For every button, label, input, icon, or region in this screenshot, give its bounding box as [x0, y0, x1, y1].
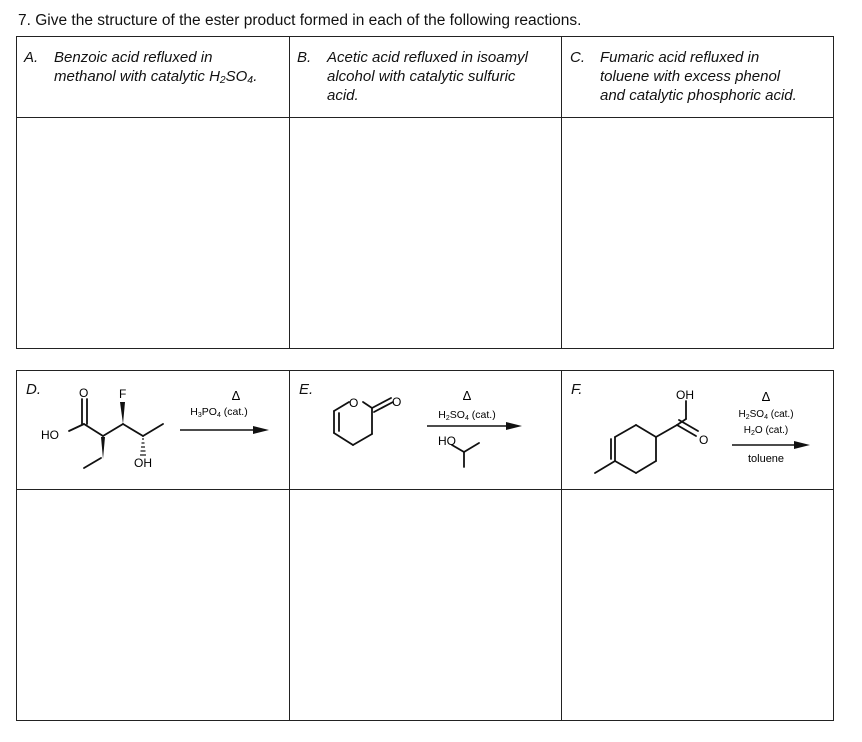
prompt-c-letter: C. — [570, 49, 585, 66]
e-isopropanol-2 — [464, 443, 479, 452]
f-reaction-arrow — [732, 441, 810, 449]
f-c-to-o — [677, 425, 696, 436]
f-ring-bond-3 — [636, 461, 656, 473]
d-atom-o-top: O — [79, 386, 89, 400]
prompt-b — [297, 48, 557, 108]
f-atom-oh: OH — [676, 388, 694, 402]
answer-area-a[interactable] — [17, 118, 288, 348]
d-atom-oh: OH — [134, 456, 152, 470]
f-ring-bond-6 — [615, 425, 636, 437]
d-heat-symbol: Δ — [231, 388, 241, 403]
prompt-a-line-2: methanol with catalytic H₂SO₄. — [54, 68, 258, 85]
d-bond-c3-c4 — [123, 424, 143, 436]
f-ring-bond-4 — [615, 461, 636, 473]
reaction-d-scheme — [17, 371, 289, 489]
d-wedge-fluorine — [120, 402, 125, 424]
answer-area-f[interactable] — [562, 490, 833, 720]
reaction-f-scheme — [562, 371, 834, 489]
e-heat-symbol: Δ — [462, 388, 472, 403]
e-alcohol-ho: HO — [438, 434, 456, 448]
d-reaction-arrow — [180, 426, 269, 434]
e-atom-o-ring: O — [349, 396, 359, 410]
prompt-a-line-1: Benzoic acid refluxed in — [54, 49, 213, 66]
prompt-a-letter: A. — [24, 49, 39, 66]
reaction-e-letter: E. — [299, 381, 314, 398]
prompt-b-line-1: Acetic acid refluxed in isoamyl — [327, 49, 528, 66]
e-ring-bond-3 — [363, 402, 372, 408]
e-reagent: H2SO4 (cat.) — [438, 409, 496, 422]
f-solvent: toluene — [747, 453, 785, 465]
answer-area-b[interactable] — [290, 118, 560, 348]
d-wedge-ethyl — [101, 437, 105, 459]
d-bond-ethyl-1 — [84, 458, 101, 468]
d-reagent: H3PO4 (cat.) — [190, 406, 248, 419]
prompt-c — [570, 48, 830, 108]
question-title: 7. Give the structure of the ester product formed in each of the following reactions. — [18, 12, 582, 29]
d-bond-c2-c3 — [103, 424, 123, 436]
e-ring-bond-2 — [334, 402, 349, 411]
answer-area-c[interactable] — [562, 118, 833, 348]
prompt-c-line-3: and catalytic phosphoric acid. — [600, 87, 797, 104]
e-reaction-arrow — [427, 422, 522, 430]
answer-area-e[interactable] — [290, 490, 560, 720]
e-carbonyl-b — [374, 402, 393, 412]
d-bond-c1-c2 — [84, 424, 103, 436]
prompt-b-letter: B. — [297, 49, 312, 66]
reaction-e-scheme — [290, 371, 561, 489]
e-atom-o-carbonyl: O — [392, 395, 402, 409]
d-bond-c4-c5 — [143, 424, 163, 436]
reaction-d-letter: D. — [26, 381, 41, 398]
f-reagent-2: $H_2O$ (cat.) — [743, 425, 789, 437]
answer-area-d[interactable] — [17, 490, 288, 720]
f-ring-to-c — [656, 425, 677, 437]
e-ring-bond-6 — [334, 433, 353, 445]
f-heat-symbol: Δ — [761, 389, 771, 404]
f-ring-bond-1 — [636, 425, 656, 437]
f-reagent-1: $H_2SO_4$ (cat.) — [738, 409, 794, 421]
reaction-f-letter: F. — [571, 381, 583, 398]
e-carbonyl-a — [372, 398, 391, 408]
prompt-c-line-2: toluene with excess phenol — [600, 68, 781, 85]
prompt-b-line-3: acid. — [327, 87, 359, 104]
d-atom-ho: HO — [41, 428, 59, 442]
prompt-c-line-1: Fumaric acid refluxed in — [600, 49, 760, 66]
prompt-b-line-2: alcohol with catalytic sulfuric — [327, 68, 516, 85]
prompt-a — [24, 48, 284, 108]
f-atom-o: O — [699, 433, 709, 447]
e-ring-bond-5 — [353, 434, 372, 445]
f-methyl — [595, 461, 615, 473]
d-bond-ho-c1 — [69, 424, 84, 431]
d-hash-bond-oh — [140, 439, 146, 455]
d-atom-f: F — [119, 387, 127, 401]
